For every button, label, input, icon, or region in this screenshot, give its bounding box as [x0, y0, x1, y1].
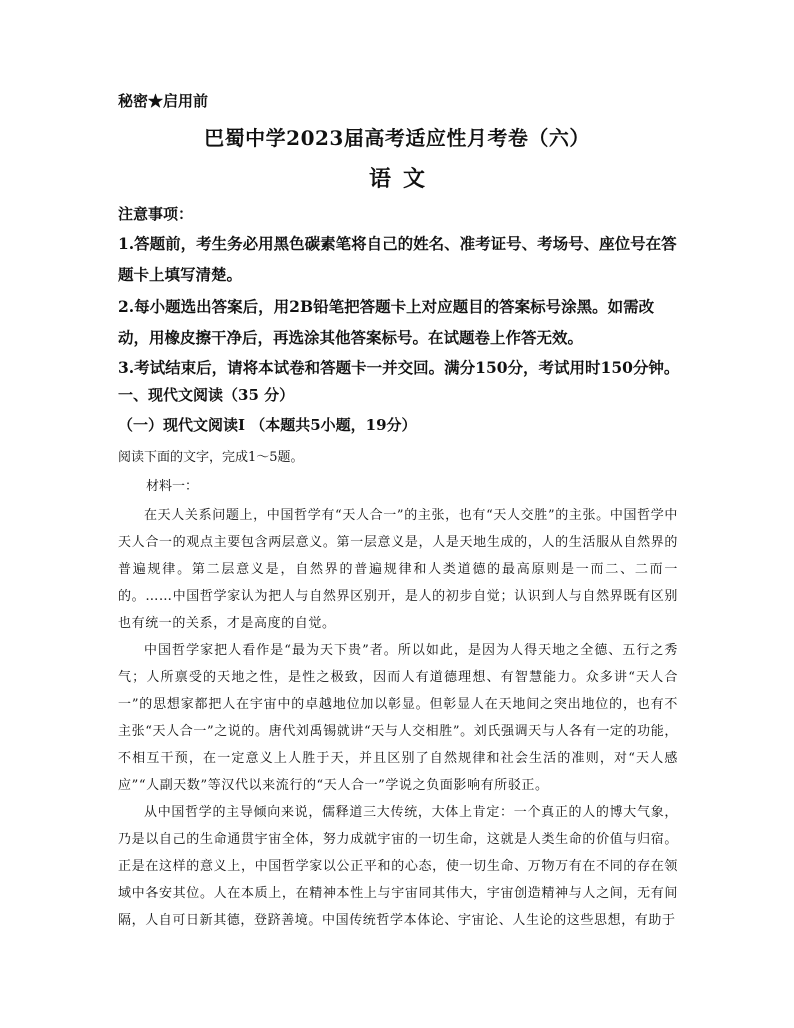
subject-title: 语文 — [368, 166, 437, 192]
exam-title: 巴蜀中学2023届高考适应性月考卷（六） — [204, 126, 590, 150]
passage-paragraph-3: 从中国哲学的主导倾向来说，儒释道三大传统，大体上肯定：一个真正的人的博大气象，乃是以自己的生命通贯宇宙全体，努力成就宇宙的一切生命，这就是人类生命的价值与归宿。正是在这样的意义上，中国哲学家以公正平和的心态，使一切生命、万物万有在不同的存在领域中各安其位。人在本质上，在精神本性上与宇宙同其伟大，宇宙创造精神与人之间，无有间隔，人自可日新其德，登跻善境。中国传统哲学本体论、宇宙论、人生论的这些思想，有助于 — [118, 805, 678, 928]
notice-heading: 注意事项： — [118, 205, 194, 223]
confidential-mark: 秘密★启用前 — [118, 92, 209, 110]
subsection-heading: （一）现代文阅读Ⅰ （本题共5小题，19分） — [118, 416, 417, 434]
passage-paragraph-1: 在天人关系问题上，中国哲学有“天人合一”的主张，也有“天人交胜”的主张。中国哲学中天人合一的观点主要包含两层意义。第一层意义是，人是天地生成的，人的生活服从自然界的普遍规律。第二层意义是，自然界的普遍规律和人类道德的最高原则是一而二、二而一的。……中国哲学家认为把人与自然界区别开，是人的初步自觉；认识到人与自然界既有区别也有统一的关系，才是高度的自觉。 — [118, 508, 678, 631]
notice-item-3: 3.考试结束后，请将本试卷和答题卡一并交回。满分150分，考试用时150分钟。 — [118, 358, 680, 377]
material-label: 材料一： — [146, 479, 199, 494]
notice-item-1: 1.答题前，考生务必用黑色碳素笔将自己的姓名、准考证号、考场号、座位号在答题卡上填写清楚。 — [118, 234, 677, 284]
section-heading: 一、现代文阅读（35 分） — [118, 386, 295, 404]
notice-item-2: 2.每小题选出答案后，用2B铅笔把答题卡上对应题目的答案标号涂黑。如需改动，用橡皮擦干净后，再选涂其他答案标号。在试题卷上作答无效。 — [118, 297, 655, 347]
reading-instruction: 阅读下面的文字，完成1～5题。 — [118, 450, 304, 465]
passage-paragraph-2: 中国哲学家把人看作是“最为天下贵”者。所以如此，是因为人得天地之全德、五行之秀气；人所禀受的天地之性，是性之极致，因而人有道德理想、有智慧能力。众多讲“天人合一”的思想家都把人在宇宙中的卓越地位加以彰显。但彰显人在天地间之突出地位的，也有不主张“天人合一”之说的。唐代刘禹锡就讲“天与人交相胜”。刘氏强调天与人各有一定的功能，不相互干预，在一定意义上人胜于天，并且区别了自然规律和社会生活的准则，对“天人感应”“人副天数”等汉代以来流行的“天人合一”学说之负面影响有所驳正。 — [118, 643, 678, 793]
